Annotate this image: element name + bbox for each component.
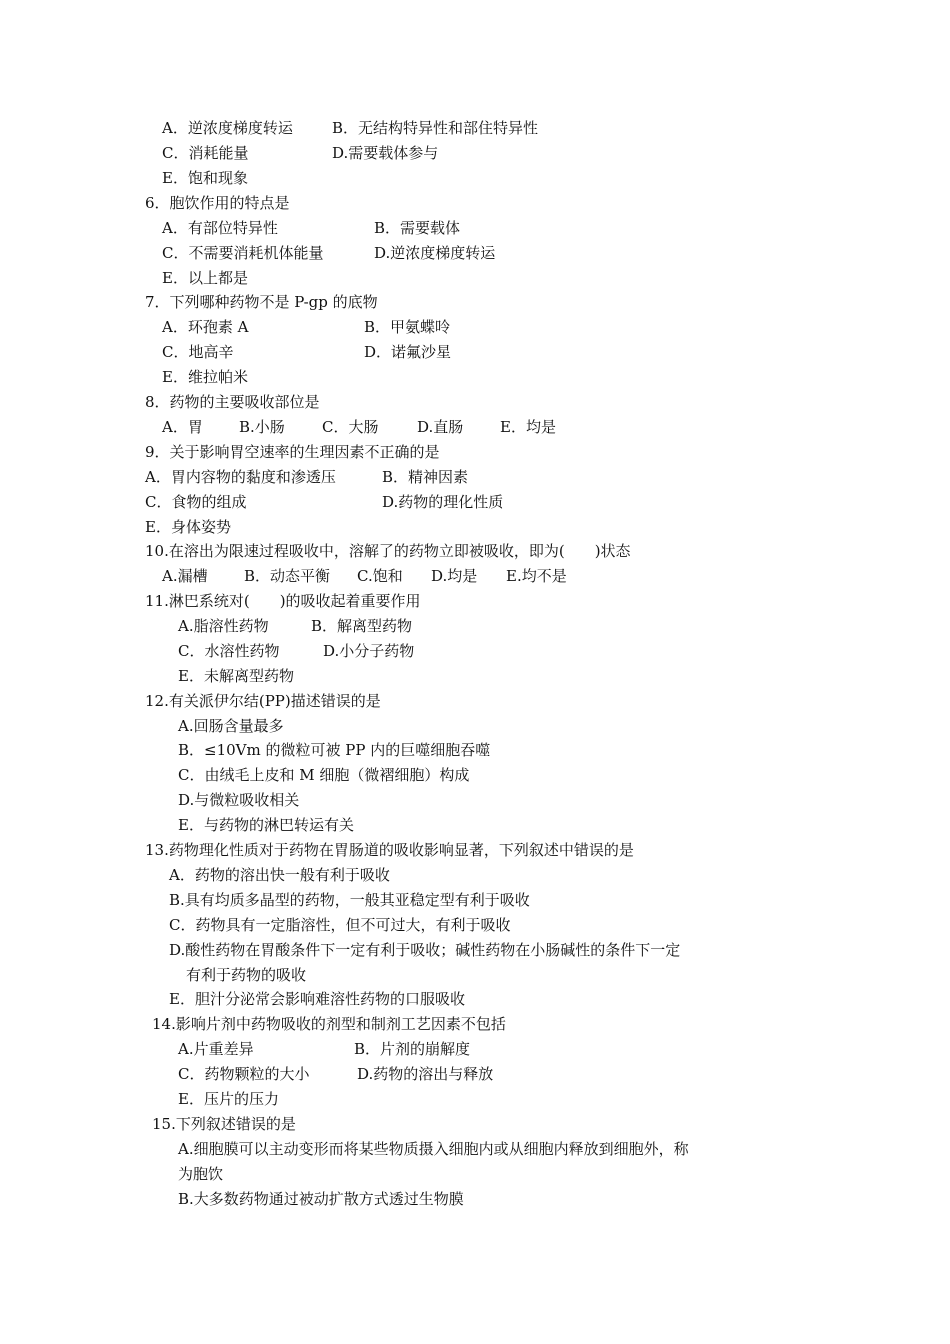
question-11: 11.淋巴系统对( )的吸收起着重要作用 [145, 592, 421, 610]
text-line: E.均不是 [506, 567, 567, 585]
text-line: C．药物颗粒的大小 [178, 1065, 310, 1083]
text-line: C．由绒毛上皮和 M 细胞（微褶细胞）构成 [178, 766, 470, 784]
text-line: A.脂溶性药物 [178, 617, 269, 635]
text-line: D.需要载体参与 [332, 144, 439, 162]
text-line: B．解离型药物 [311, 617, 413, 635]
text-line: A．逆浓度梯度转运 [162, 119, 293, 137]
text-line: D．诺氟沙星 [364, 343, 452, 361]
text-line: D.药物的溶出与释放 [357, 1065, 494, 1083]
question-10: 10.在溶出为限速过程吸收中，溶解了的药物立即被吸收，即为( )状态 [145, 542, 631, 560]
text-line: E．维拉帕米 [162, 368, 248, 386]
text-line: D.药物的理化性质 [382, 493, 504, 511]
text-line: 为胞饮 [178, 1165, 224, 1183]
text-line: C．消耗能量 [162, 144, 249, 162]
text-line: E．身体姿势 [145, 518, 231, 536]
text-line: B．甲氨蝶呤 [364, 318, 451, 336]
text-line: C．大肠 [322, 418, 379, 436]
question-9: 9．关于影响胃空速率的生理因素不正确的是 [145, 443, 440, 461]
text-line: C．不需要消耗机体能量 [162, 244, 324, 262]
text-line: B.小肠 [239, 418, 285, 436]
text-line: A.细胞膜可以主动变形而将某些物质摄入细胞内或从细胞内释放到细胞外，称 [178, 1140, 689, 1158]
text-line: E．以上都是 [162, 269, 248, 287]
text-line: B.大多数药物通过被动扩散方式透过生物膜 [178, 1190, 464, 1208]
text-line: B．动态平衡 [244, 567, 331, 585]
text-line: 有利于药物的吸收 [186, 966, 307, 984]
question-12: 12.有关派伊尔结(PP)描述错误的是 [145, 692, 381, 710]
question-6: 6．胞饮作用的特点是 [145, 194, 290, 212]
text-line: A．有部位特异性 [162, 219, 278, 237]
question-7: 7．下列哪种药物不是 P-gp 的底物 [145, 293, 378, 311]
text-line: D.酸性药物在胃酸条件下一定有利于吸收；碱性药物在小肠碱性的条件下一定 [169, 941, 681, 959]
text-line: C．药物具有一定脂溶性，但不可过大，有利于吸收 [169, 916, 511, 934]
text-line: E．压片的压力 [178, 1090, 279, 1108]
text-line: E．饱和现象 [162, 169, 248, 187]
text-line: B．片剂的崩解度 [354, 1040, 471, 1058]
text-line: D.小分子药物 [323, 642, 415, 660]
text-line: D.均是 [431, 567, 478, 585]
text-line: C．食物的组成 [145, 493, 247, 511]
text-line: D.直肠 [417, 418, 464, 436]
text-line: C．地高辛 [162, 343, 234, 361]
text-line: B.具有均质多晶型的药物，一般其亚稳定型有利于吸收 [169, 891, 530, 909]
text-line: B．≤10Vm 的微粒可被 PP 内的巨噬细胞吞噬 [178, 741, 491, 759]
text-line: E．与药物的淋巴转运有关 [178, 816, 354, 834]
text-line: D.逆浓度梯度转运 [374, 244, 496, 262]
text-line: A.片重差异 [178, 1040, 254, 1058]
text-line: A．胃内容物的黏度和渗透压 [145, 468, 336, 486]
text-line: B．需要载体 [374, 219, 461, 237]
text-line: A.回肠含量最多 [178, 717, 284, 735]
text-line: A．药物的溶出快一般有利于吸收 [169, 866, 390, 884]
text-line: E．胆汁分泌常会影响难溶性药物的口服吸收 [169, 990, 465, 1008]
text-line: A．环孢素 A [162, 318, 249, 336]
text-line: E．均是 [500, 418, 556, 436]
text-line: A．胃 [162, 418, 203, 436]
question-13: 13.药物理化性质对于药物在胃肠道的吸收影响显著，下列叙述中错误的是 [145, 841, 634, 859]
question-14: 14.影响片剂中药物吸收的剂型和制剂工艺因素不包括 [152, 1015, 506, 1033]
text-line: D.与微粒吸收相关 [178, 791, 300, 809]
text-line: E．未解离型药物 [178, 667, 294, 685]
text-line: C.饱和 [357, 567, 403, 585]
text-line: A.漏槽 [162, 567, 208, 585]
question-8: 8．药物的主要吸收部位是 [145, 393, 320, 411]
text-line: C．水溶性药物 [178, 642, 280, 660]
text-line: B．精神因素 [382, 468, 469, 486]
question-15: 15.下列叙述错误的是 [152, 1115, 296, 1133]
text-line: B．无结构特异性和部住特异性 [332, 119, 539, 137]
